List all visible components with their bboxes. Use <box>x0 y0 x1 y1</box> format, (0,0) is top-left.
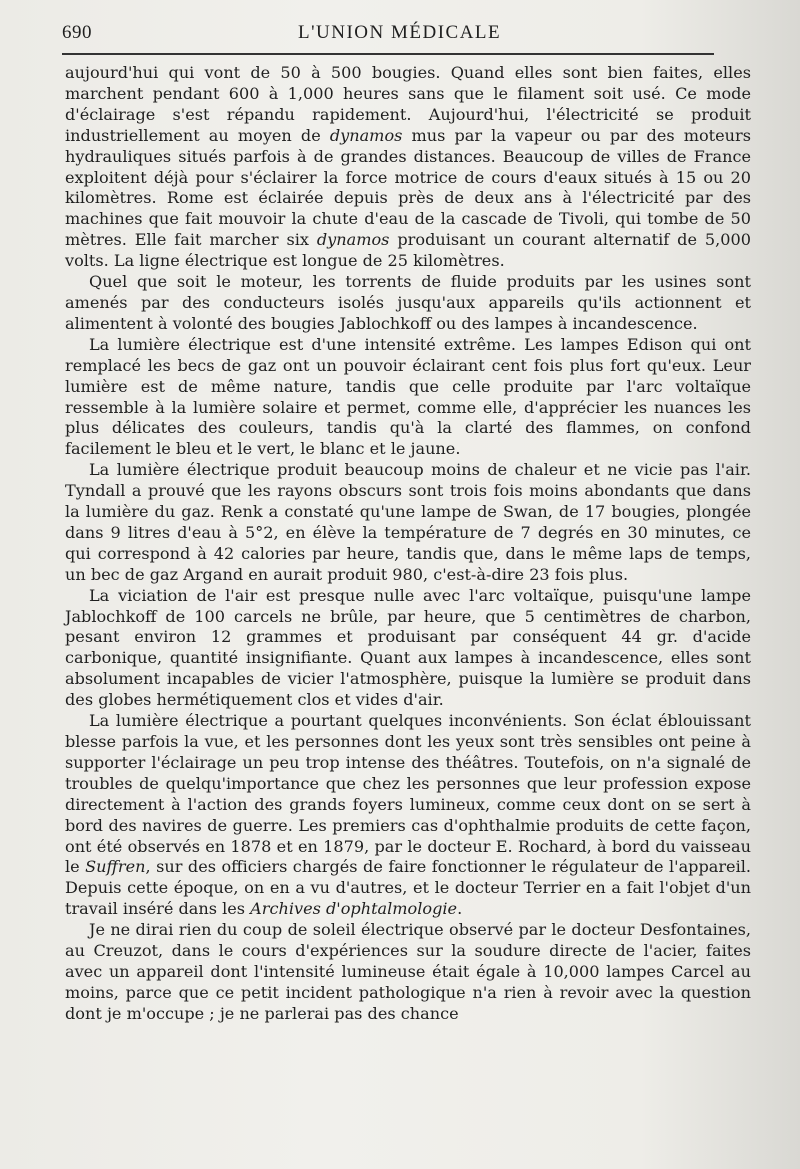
paragraph-continuation: aujourd'hui qui vont de 50 à 500 bougies. Quand elles sont bien faites, elles marchent pendant 600 à 1,000 heures sans que le filament soit usé. Ce mode d'éclairage s'est répandu rapidement. Aujourd'hui, l'électricité se produit industriellement au moyen de dynamos mus par la vapeur ou par des moteurs hydrauliques situés parfois à de grandes distances. Beaucoup de villes de France exploitent déjà pour s'éclairer la force motrice de cours d'eaux situés à 15 ou 20 kilomètres. Rome est éclairée depuis près de deux ans à l'électricité par des machines que fait mouvoir la chute d'eau de la cascade de Tivoli, qui tombe de 50 mètres. Elle fait marcher six dynamos produisant un courant alternatif de 5,000 volts. La ligne électrique est longue de 25 kilomètres. <box>65 63 752 271</box>
paragraph: Quel que soit le moteur, les torrents de fluide produits par les usines sont amenés par des conducteurs isolés jusqu'aux appareils qu'ils actionnent et alimentent à volonté des bougies Jablochkoff ou des lampes à incandescence. <box>65 272 751 333</box>
paragraph: La viciation de l'air est presque nulle avec l'arc voltaïque, puisqu'une lampe Jablochkoff de 100 carcels ne brûle, par heure, que 5 centimètres de charbon, pesant environ 12 grammes et produisant par conséquent 44 gr. d'acide carbonique, quantité insignifiante. Quant aux lampes à incandescence, elles sont absolument incapables de vicier l'atmosphère, puisque la lumière se produit dans des globes hermétiquement clos et vides d'air. <box>65 585 751 710</box>
header-rule <box>62 53 714 55</box>
body-text <box>65 63 751 1025</box>
paragraph: Je ne dirai rien du coup de soleil électrique observé par le docteur Desfontaines, au Creuzot, dans le cours d'expériences sur la soudure directe de l'acier, faites avec un appareil dont l'intensité lumineuse était égale à 10,000 lampes Carcel au moins, parce que ce petit incident pathologique n'a rien à revoir avec la question dont je m'occupe ; je ne parlerai pas des chance <box>65 920 751 1023</box>
paragraph: La lumière électrique produit beaucoup moins de chaleur et ne vicie pas l'air. Tyndall a prouvé que les rayons obscurs sont trois fois moins abondants que dans la lumière du gaz. Renk a constaté qu'une lampe de Swan, de 17 bougies, plongée dans 9 litres d'eau à 5°2, en élève la température de 7 degrés en 30 minutes, ce qui correspond à 42 calories par heure, tandis que, dans le même laps de temps, un bec de gaz Argand en aurait produit 980, c'est-à-dire 23 fois plus. <box>65 460 751 584</box>
italic-term: Suffren <box>85 857 146 877</box>
running-head <box>62 22 742 48</box>
italic-term: dynamos <box>316 230 390 250</box>
page-number: 690 <box>62 22 92 43</box>
paragraph: La lumière électrique a pourtant quelques inconvénients. Son éclat éblouissant blesse parfois la vue, et les personnes dont les yeux sont très sensibles ont peine à supporter l'éclairage un peu trop intense des théâtres. Toutefois, on n'a signalé de troubles de quelqu'importance que chez les personnes que leur profession expose directement à l'action des grands foyers lumineux, comme ceux dont on se sert à bord des navires de guerre. Les premiers cas d'ophthalmie produits de cette façon, ont été observés en 1878 et en 1879, par le docteur E. Rochard, à bord du vaisseau le Suffren, sur des officiers chargés de faire fonctionner le régulateur de l'appareil. Depuis cette époque, on en a vu d'autres, et le docteur Terrier en a fait l'objet d'un travail inséré dans les Archives d'ophtalmologie. <box>65 711 751 919</box>
journal-title: L'UNION MÉDICALE <box>298 22 502 43</box>
italic-journal-title: Archives d'ophtalmologie <box>250 899 458 919</box>
italic-term: dynamos <box>329 125 403 145</box>
paragraph: La lumière électrique est d'une intensité extrême. Les lampes Edison qui ont remplacé les becs de gaz ont un pouvoir éclairant cent fois plus fort qu'eux. Leur lumière est de même nature, tandis que celle produite par l'arc voltaïque ressemble à la lumière solaire et permet, comme elle, d'apprécier les nuances les plus délicates des couleurs, tandis qu'à la clarté des flammes, on confond facilement le bleu et le vert, le blanc et le jaune. <box>65 334 751 459</box>
